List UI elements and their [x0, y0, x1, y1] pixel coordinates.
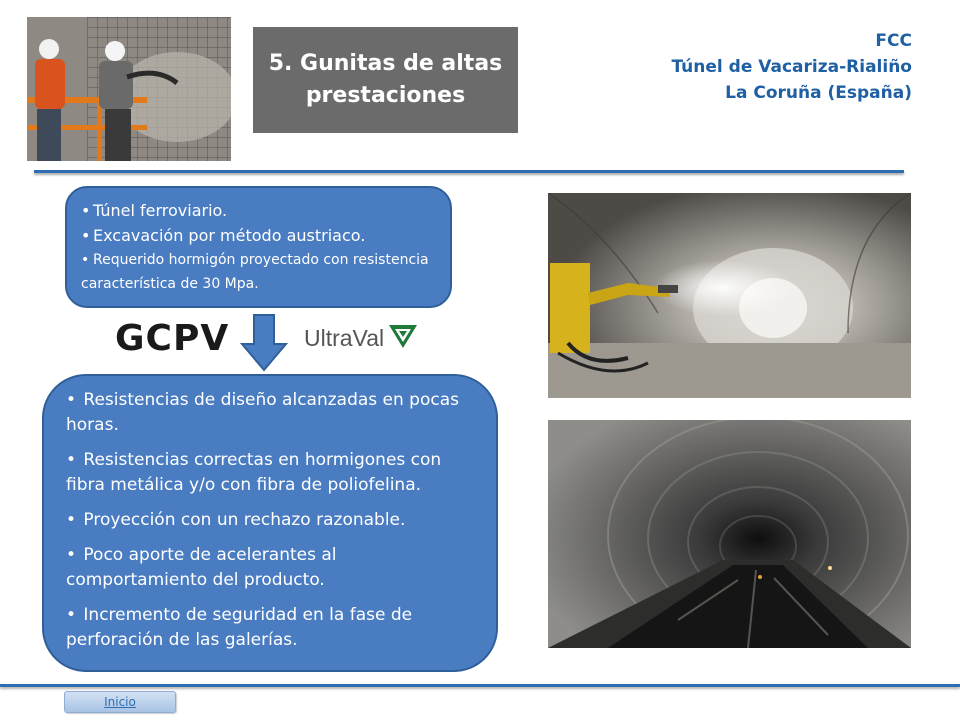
intro-callout	[65, 186, 452, 308]
section-title: 5. Gunitas de altas prestaciones	[253, 27, 518, 133]
tunnel-spraying-photo	[548, 193, 911, 398]
bullet-icon: •	[66, 450, 77, 470]
benefit-item: • Incremento de seguridad en la fase de perforación de las galerías.	[66, 605, 413, 650]
company-name: FCC	[875, 31, 912, 51]
product-name: GCPV	[115, 318, 230, 359]
project-name: Túnel de Vacariza-Rialiño	[671, 57, 912, 77]
header-photo-workers-spraying	[27, 17, 231, 161]
benefits-callout	[42, 374, 498, 672]
ultraval-mark-icon	[388, 323, 418, 353]
bullet-icon: •	[66, 605, 77, 625]
benefit-item: • Proyección con un rechazo razonable.	[66, 508, 476, 533]
bullet-icon: •	[81, 252, 90, 268]
bullet-icon: •	[81, 226, 91, 245]
intro-item: • Túnel ferroviario.	[81, 198, 436, 223]
bullet-icon: •	[81, 201, 91, 220]
benefit-item: • Poco aporte de acelerantes al comportamiento del producto.	[66, 545, 337, 590]
project-info	[671, 28, 912, 106]
logo-text: UltraVal	[304, 324, 385, 351]
bullet-icon: •	[66, 545, 77, 565]
finished-tunnel-photo	[548, 420, 911, 648]
bullet-icon: •	[66, 510, 77, 530]
benefit-item: • Resistencias correctas en hormigones con fibra metálica y/o con fibra de poliofelina.	[66, 450, 442, 495]
header-divider	[34, 170, 904, 173]
home-link-button[interactable]: Inicio	[64, 691, 176, 713]
benefit-item: • Resistencias de diseño alcanzadas en pocas horas.	[66, 390, 459, 435]
ultraval-logo	[304, 323, 418, 353]
intro-item: • Requerido hormigón proyectado con resistencia característica de 30 Mpa.	[81, 248, 436, 296]
project-location: La Coruña (España)	[725, 83, 912, 103]
bullet-icon: •	[66, 390, 77, 410]
footer-divider	[0, 684, 960, 687]
down-arrow-icon	[240, 314, 288, 372]
intro-item: • Excavación por método austriaco.	[81, 223, 436, 248]
